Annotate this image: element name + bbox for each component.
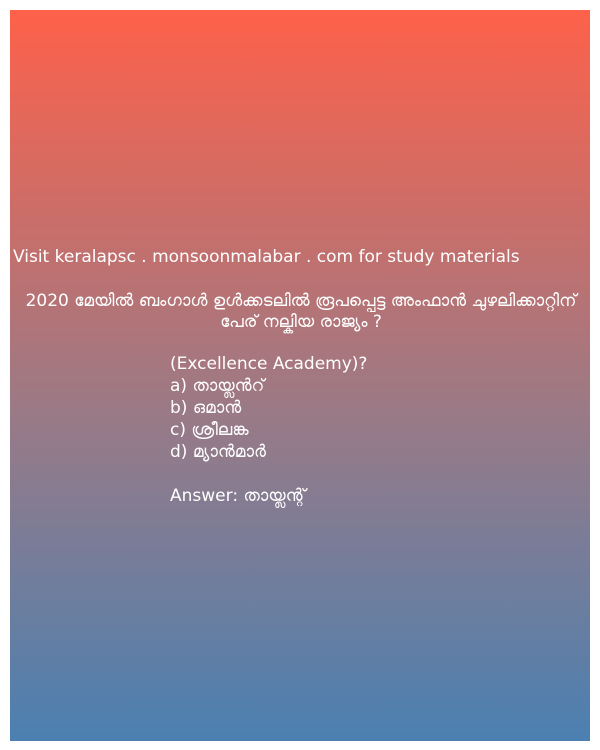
question-card xyxy=(10,10,590,741)
spacer xyxy=(170,463,367,485)
option-d: d) മ്യാൻമാർ xyxy=(170,442,266,462)
option-a: a) തായ്ലൻറ് xyxy=(170,376,265,396)
answer-text: Answer: തായ്ലന്റ് xyxy=(170,486,306,506)
options-block xyxy=(170,353,367,507)
source-note: (Excellence Academy)? xyxy=(170,354,368,374)
site-note: Visit keralapsc . monsoonmalabar . com for study materials xyxy=(13,247,520,267)
question-text: 2020 മേയിൽ ബംഗാൾ ഉൾക്കടലിൽ രൂപപ്പെട്ട അംഫാൻ ചുഴലിക്കാറ്റിന് പേര് നല്കിയ രാജ്യം ? xyxy=(25,291,577,332)
option-b: b) ഒമാൻ xyxy=(170,398,242,418)
option-c: c) ശ്രീലങ്ക xyxy=(170,420,249,440)
